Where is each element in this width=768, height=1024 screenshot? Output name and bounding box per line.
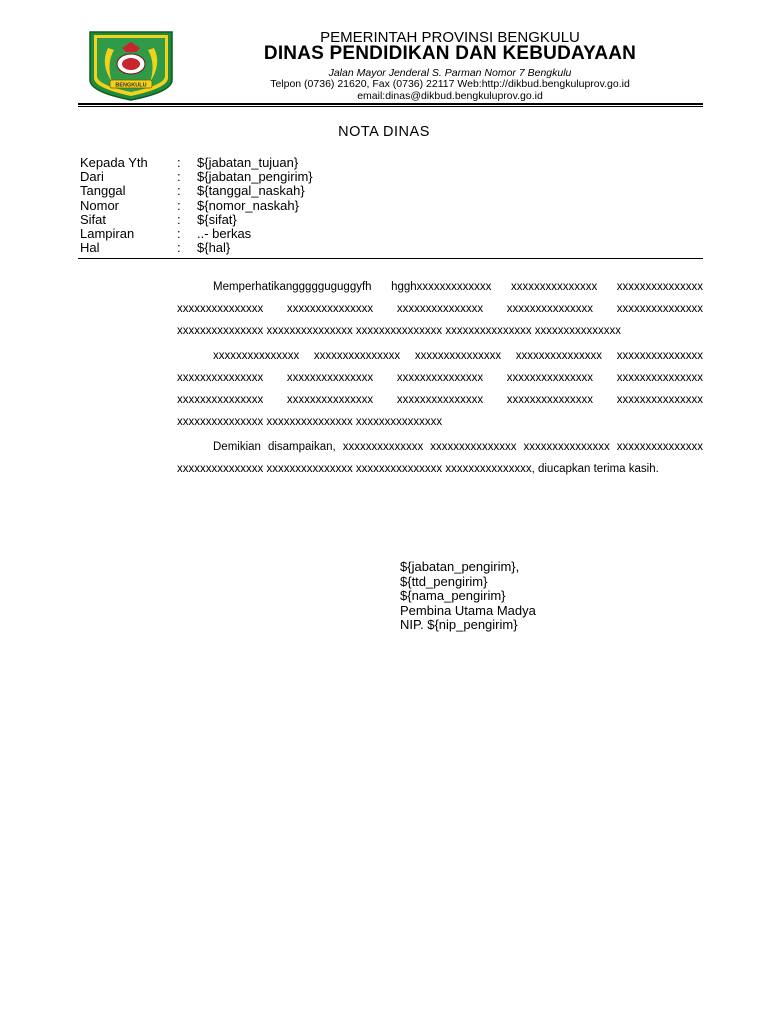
meta-label: Dari (80, 169, 104, 185)
meta-label: Tanggal (80, 183, 126, 199)
signature-position: ${jabatan_pengirim}, (400, 559, 520, 574)
letterhead-agency: DINAS PENDIDIKAN DAN KEBUDAYAAN (263, 43, 637, 64)
body-paragraph-2: xxxxxxxxxxxxxxx xxxxxxxxxxxxxxx xxxxxxxxxxxxxxx xxxxxxxxxxxxxxx xxxxxxxxxxxxxxx xxxxxxxxxxxxxxx xxxxxxxxxxxxxxx xxxxxxxxxxxxxxx xxxxxxxxxxxxxxx xxxxxxxxxxxxxxx xxxxxxxxxxxxxxx xxxxxxxxxxxxxxx xxxxxxxxxxxxxxx xxxxxxxxxxxxxxx xxxxxxxxxxxxxxx xxxxxxxxxxxxxxx xxxxxxxxxxxxxxx xxxxxxxxxxxxxxx (177, 350, 703, 428)
meta-value: ${nomor_naskah} (197, 197, 299, 213)
meta-colon: : (177, 197, 181, 213)
body-paragraph-1: Memperhatikanggggguguggyfh hgghxxxxxxxxxxxxx xxxxxxxxxxxxxxx xxxxxxxxxxxxxxx xxxxxxxxxxxxxxx xxxxxxxxxxxxxxx xxxxxxxxxxxxxxx xxxxxxxxxxxxxxx xxxxxxxxxxxxxxx xxxxxxxxxxxxxxx xxxxxxxxxxxxxxx xxxxxxxxxxxxxxx xxxxxxxxxxxxxxx xxxxxxxxxxxxxxx (177, 281, 703, 337)
meta-label: Lampiran (80, 225, 135, 241)
meta-row-lampiran (80, 227, 313, 241)
provincial-emblem-logo (86, 30, 176, 102)
meta-value: ..- berkas (197, 225, 252, 241)
meta-label: Kepada Yth (80, 155, 148, 170)
meta-row-hal (80, 241, 313, 255)
meta-row-tanggal (80, 184, 313, 198)
meta-value: ${jabatan_tujuan} (197, 155, 299, 170)
header-divider-thick (78, 103, 703, 105)
metadata-divider (78, 258, 703, 259)
logo-banner-text: BENGKULU (115, 82, 147, 89)
meta-row-nomor (80, 199, 313, 213)
meta-row-kepada (80, 156, 313, 170)
letterhead-address: Jalan Mayor Jenderal S. Parman Nomor 7 Bengkulu (328, 67, 572, 79)
meta-colon: : (177, 240, 181, 256)
signature-name: ${nama_pengirim} (400, 588, 506, 603)
memo-metadata (80, 156, 313, 255)
document-title: NOTA DINAS (338, 124, 430, 140)
meta-value: ${hal} (197, 240, 231, 256)
header-divider-thin (78, 106, 703, 107)
meta-colon: : (177, 225, 181, 241)
memo-body (177, 276, 703, 480)
meta-label: Hal (80, 240, 100, 256)
meta-row-dari (80, 170, 313, 184)
signature-block (400, 560, 536, 633)
meta-colon: : (177, 155, 181, 170)
signature-nip: NIP. ${nip_pengirim} (400, 617, 518, 632)
meta-colon: : (177, 211, 181, 227)
meta-value: ${jabatan_pengirim} (197, 169, 313, 185)
signature-ttd: ${ttd_pengirim} (400, 573, 488, 589)
meta-value: ${tanggal_naskah} (197, 183, 305, 199)
letterhead-email: email:dinas@dikbud.bengkuluprov.go.id (357, 90, 543, 102)
meta-colon: : (177, 169, 181, 185)
body-paragraph-3: Demikian disampaikan, xxxxxxxxxxxxxx xxxxxxxxxxxxxxx xxxxxxxxxxxxxxx xxxxxxxxxxxxxxx xxxxxxxxxxxxxxx xxxxxxxxxxxxxxx xxxxxxxxxxxxxxx xxxxxxxxxxxxxxx, diucapkan terima kasih. (177, 441, 703, 475)
meta-colon: : (177, 183, 181, 199)
signature-rank: Pembina Utama Madya (400, 602, 536, 618)
letterhead-government: PEMERINTAH PROVINSI BENGKULU (320, 29, 580, 46)
letterhead-contact: Telpon (0736) 21620, Fax (0736) 22117 Web:http://dikbud.bengkuluprov.go.id (270, 78, 630, 90)
meta-label: Sifat (80, 211, 107, 227)
meta-value: ${sifat} (197, 211, 237, 227)
meta-row-sifat (80, 213, 313, 227)
meta-label: Nomor (80, 197, 120, 213)
